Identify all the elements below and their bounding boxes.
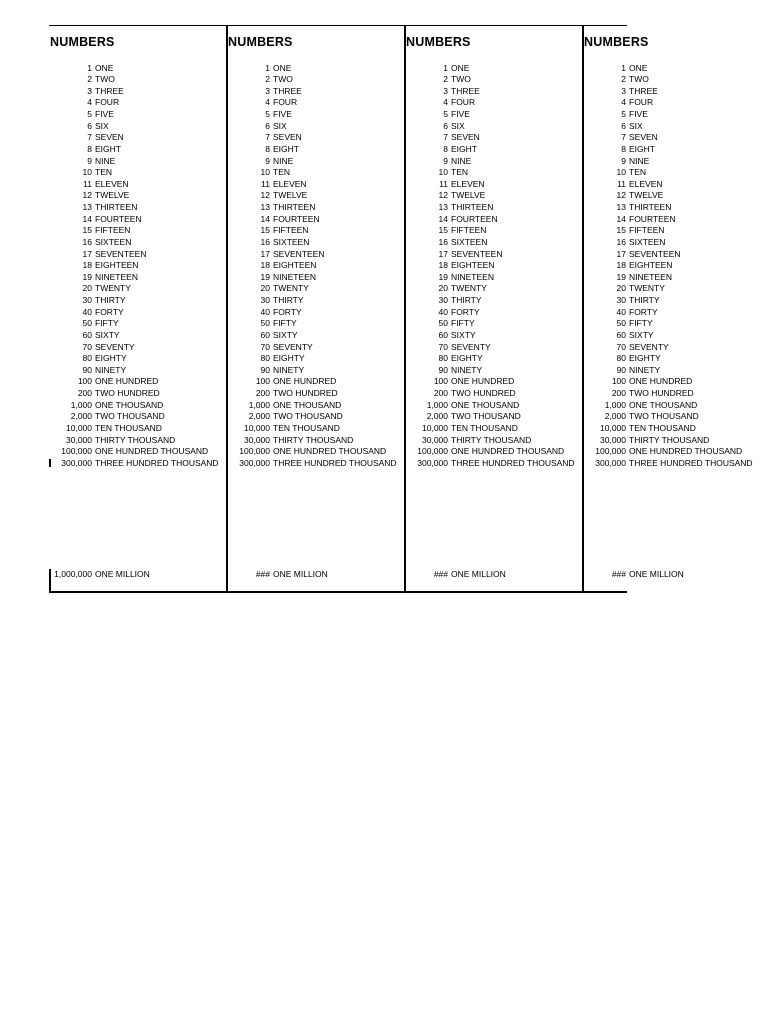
million-word: ONE MILLION (451, 569, 506, 579)
number-word: FIFTY (95, 318, 119, 329)
number-word: FORTY (451, 306, 480, 317)
number-value: 1,000 (248, 399, 270, 410)
number-word: THREE (95, 85, 124, 96)
number-value: 2,000 (604, 411, 626, 422)
number-word: ONE THOUSAND (273, 399, 342, 410)
number-value: 8 (443, 143, 448, 154)
number-value: 30,000 (422, 434, 448, 445)
number-word: ONE HUNDRED THOUSAND (95, 446, 209, 457)
column-title: NUMBERS (50, 35, 115, 49)
number-value: 90 (438, 364, 448, 375)
number-value: 2 (265, 74, 270, 85)
number-value: 1,000 (604, 399, 626, 410)
number-word: EIGHTEEN (273, 260, 317, 271)
number-word: TWO HUNDRED (451, 388, 516, 398)
number-word: TWO THOUSAND (273, 411, 343, 422)
number-value: 12 (260, 190, 270, 201)
number-word: FOUR (629, 97, 654, 108)
number-word: TWELVE (451, 190, 486, 201)
number-word: EIGHTY (95, 353, 127, 364)
number-value: 20 (616, 283, 626, 294)
number-word: FIFTEEN (629, 225, 665, 236)
number-word: TWENTY (95, 283, 131, 294)
number-value: 18 (616, 260, 626, 271)
number-value: 80 (82, 353, 92, 364)
number-value: 8 (265, 143, 270, 154)
number-value: 4 (443, 97, 448, 108)
number-word: FORTY (95, 306, 124, 317)
number-word: FIVE (451, 109, 470, 119)
number-value: 10 (82, 167, 92, 178)
number-word: ONE (95, 62, 114, 73)
number-value: 11 (439, 178, 448, 189)
number-value: 5 (87, 109, 92, 119)
number-word: ONE HUNDRED (451, 376, 515, 387)
number-word: ONE HUNDRED (629, 376, 693, 387)
number-value: 13 (260, 202, 270, 212)
number-word: TWENTY (451, 283, 487, 294)
million-number: ### (255, 569, 270, 579)
number-value: 30 (438, 295, 448, 305)
number-word: SIXTY (451, 329, 476, 340)
number-word: EIGHTY (451, 353, 483, 364)
number-word: ONE THOUSAND (451, 399, 520, 410)
number-word: THIRTY THOUSAND (95, 434, 176, 445)
number-value: 60 (82, 329, 92, 340)
number-word: THIRTY (95, 295, 126, 305)
number-word: FOURTEEN (629, 213, 676, 224)
number-word: NINE (95, 155, 116, 166)
number-word: THREE (451, 85, 480, 96)
number-value: 19 (260, 271, 270, 282)
number-value: 12 (616, 190, 626, 201)
number-value: 8 (621, 143, 626, 154)
number-value: 30 (82, 295, 92, 305)
number-value: 1 (621, 62, 626, 73)
number-value: 5 (443, 109, 448, 119)
number-word: SEVEN (451, 132, 480, 143)
number-value: 17 (260, 248, 270, 259)
number-value: 19 (82, 271, 92, 282)
number-word: ONE HUNDRED THOUSAND (273, 446, 387, 457)
number-value: 100,000 (61, 446, 92, 457)
number-value: 80 (260, 353, 270, 364)
number-value: 6 (621, 120, 626, 131)
number-word: FOURTEEN (451, 213, 498, 224)
number-value: 90 (82, 364, 92, 375)
number-word: SEVENTEEN (629, 248, 681, 259)
number-word: SIX (451, 120, 465, 131)
number-word: TWO THOUSAND (629, 411, 699, 422)
number-word: TWELVE (95, 190, 130, 201)
number-value: 30,000 (66, 434, 92, 445)
number-value: 11 (83, 178, 92, 189)
number-word: FIFTEEN (273, 225, 309, 236)
number-word: THIRTY THOUSAND (273, 434, 354, 445)
number-value: 300,000 (61, 457, 92, 468)
number-value: 100,000 (239, 446, 270, 457)
number-value: 20 (82, 283, 92, 294)
number-word: SEVENTY (95, 341, 135, 352)
number-value: 19 (616, 271, 626, 282)
number-value: 100 (77, 376, 92, 387)
number-value: 200 (77, 388, 92, 398)
numbers-column (405, 25, 583, 593)
number-word: TEN (95, 167, 112, 178)
number-word: TWO HUNDRED (95, 388, 160, 398)
number-word: ONE HUNDRED THOUSAND (629, 446, 743, 457)
number-word: FIVE (273, 109, 292, 119)
number-word: EIGHTEEN (629, 260, 673, 271)
number-value: 16 (260, 236, 270, 247)
number-value: 60 (260, 329, 270, 340)
number-value: 40 (616, 306, 626, 317)
number-word: SEVENTY (629, 341, 669, 352)
number-word: ONE THOUSAND (95, 399, 164, 410)
number-word: SEVENTEEN (451, 248, 503, 259)
number-value: 30 (260, 295, 270, 305)
number-value: 3 (621, 85, 626, 96)
number-word: ONE HUNDRED THOUSAND (451, 446, 565, 457)
number-value: 17 (82, 248, 92, 259)
number-word: NINETEEN (629, 271, 672, 282)
number-value: 4 (87, 97, 92, 108)
number-value: 9 (87, 155, 92, 166)
number-word: FIVE (629, 109, 648, 119)
numbers-column (583, 25, 753, 593)
number-value: 13 (82, 202, 92, 212)
number-word: ELEVEN (629, 178, 663, 189)
numbers-column (227, 25, 405, 593)
number-value: 20 (438, 283, 448, 294)
number-word: ONE HUNDRED (273, 376, 337, 387)
number-value: 18 (82, 260, 92, 271)
million-word: ONE MILLION (95, 569, 150, 579)
number-value: 50 (260, 318, 270, 329)
number-value: 1 (443, 62, 448, 73)
number-word: EIGHT (451, 143, 477, 154)
number-value: 16 (438, 236, 448, 247)
number-value: 2,000 (70, 411, 92, 422)
number-word: NINETEEN (95, 271, 138, 282)
number-value: 11 (617, 178, 626, 189)
number-word: TWO HUNDRED (273, 388, 338, 398)
number-value: 9 (443, 155, 448, 166)
number-word: TEN THOUSAND (451, 422, 518, 433)
number-word: SIXTY (273, 329, 298, 340)
number-value: 16 (616, 236, 626, 247)
number-value: 50 (438, 318, 448, 329)
number-word: NINETEEN (451, 271, 494, 282)
number-value: 300,000 (595, 457, 626, 468)
number-value: 2 (87, 74, 92, 85)
number-value: 4 (265, 97, 270, 108)
number-word: TEN (451, 167, 468, 178)
number-value: 100 (255, 376, 270, 387)
number-value: 1 (265, 62, 270, 73)
number-value: 7 (265, 132, 270, 143)
number-word: THIRTEEN (273, 202, 316, 212)
number-word: SIXTY (629, 329, 654, 340)
number-value: 300,000 (239, 457, 270, 468)
number-value: 17 (438, 248, 448, 259)
number-word: SEVENTY (451, 341, 491, 352)
number-word: TWO (95, 74, 115, 85)
number-value: 9 (621, 155, 626, 166)
number-word: THREE HUNDRED THOUSAND (273, 457, 397, 468)
number-word: THIRTY (451, 295, 482, 305)
number-word: NINETY (629, 364, 661, 375)
number-word: SIXTEEN (629, 236, 666, 247)
number-value: 5 (621, 109, 626, 119)
number-value: 6 (265, 120, 270, 131)
number-value: 40 (438, 306, 448, 317)
number-value: 3 (443, 85, 448, 96)
column-title: NUMBERS (406, 35, 471, 49)
number-word: TWELVE (273, 190, 308, 201)
number-word: SEVEN (273, 132, 302, 143)
number-value: 1,000 (70, 399, 92, 410)
number-value: 10,000 (600, 422, 626, 433)
number-value: 18 (438, 260, 448, 271)
number-value: 15 (82, 225, 92, 236)
number-value: 6 (443, 120, 448, 131)
number-word: NINETY (95, 364, 127, 375)
number-value: 60 (616, 329, 626, 340)
number-word: THREE (629, 85, 658, 96)
number-word: THIRTY (629, 295, 660, 305)
number-value: 90 (616, 364, 626, 375)
number-value: 12 (438, 190, 448, 201)
number-value: 14 (438, 213, 448, 224)
number-value: 10,000 (66, 422, 92, 433)
number-value: 60 (438, 329, 448, 340)
number-value: 90 (260, 364, 270, 375)
number-word: TWENTY (629, 283, 665, 294)
number-value: 15 (438, 225, 448, 236)
number-word: ELEVEN (95, 178, 129, 189)
number-value: 16 (82, 236, 92, 247)
number-word: TWO THOUSAND (451, 411, 521, 422)
number-word: THREE HUNDRED THOUSAND (451, 457, 575, 468)
number-word: FIVE (95, 109, 114, 119)
number-value: 80 (616, 353, 626, 364)
number-word: SIXTEEN (273, 236, 310, 247)
number-value: 100,000 (595, 446, 626, 457)
number-word: TEN THOUSAND (95, 422, 162, 433)
number-word: TEN THOUSAND (273, 422, 340, 433)
number-word: ONE HUNDRED (95, 376, 159, 387)
number-word: FOUR (451, 97, 476, 108)
number-word: EIGHTY (629, 353, 661, 364)
number-word: NINETY (273, 364, 305, 375)
number-value: 50 (82, 318, 92, 329)
number-word: TWELVE (629, 190, 664, 201)
number-word: TEN (629, 167, 646, 178)
number-word: TWO HUNDRED (629, 388, 694, 398)
number-value: 7 (443, 132, 448, 143)
number-word: FORTY (273, 306, 302, 317)
number-word: NINE (451, 155, 472, 166)
number-word: ONE (629, 62, 648, 73)
number-value: 70 (260, 341, 270, 352)
number-word: NINE (629, 155, 650, 166)
number-value: 7 (621, 132, 626, 143)
number-value: 20 (260, 283, 270, 294)
number-value: 40 (260, 306, 270, 317)
number-word: EIGHTEEN (95, 260, 139, 271)
number-word: THIRTEEN (451, 202, 494, 212)
number-value: 10 (616, 167, 626, 178)
number-word: ONE (451, 62, 470, 73)
number-word: TWENTY (273, 283, 309, 294)
number-value: 50 (616, 318, 626, 329)
number-value: 10,000 (422, 422, 448, 433)
number-word: TWO (273, 74, 293, 85)
number-word: EIGHTY (273, 353, 305, 364)
number-value: 13 (438, 202, 448, 212)
million-word: ONE MILLION (629, 569, 684, 579)
number-word: FOURTEEN (95, 213, 142, 224)
number-word: ELEVEN (451, 178, 485, 189)
number-value: 70 (82, 341, 92, 352)
number-value: 80 (438, 353, 448, 364)
number-word: SIXTY (95, 329, 120, 340)
million-number: 1,000,000 (54, 569, 92, 579)
number-value: 200 (255, 388, 270, 398)
number-value: 100 (433, 376, 448, 387)
number-word: SEVEN (95, 132, 124, 143)
number-word: FOURTEEN (273, 213, 320, 224)
column-title: NUMBERS (228, 35, 293, 49)
number-value: 100,000 (417, 446, 448, 457)
number-word: THREE HUNDRED THOUSAND (629, 457, 753, 468)
number-value: 14 (82, 213, 92, 224)
number-value: 10 (260, 167, 270, 178)
number-word: ONE THOUSAND (629, 399, 698, 410)
number-value: 8 (87, 143, 92, 154)
number-value: 2,000 (248, 411, 270, 422)
number-value: 200 (433, 388, 448, 398)
number-value: 19 (438, 271, 448, 282)
number-word: NINE (273, 155, 294, 166)
number-value: 11 (261, 178, 270, 189)
number-word: THIRTEEN (95, 202, 138, 212)
number-word: THIRTY (273, 295, 304, 305)
number-value: 70 (438, 341, 448, 352)
number-word: EIGHTEEN (451, 260, 495, 271)
number-word: THREE HUNDRED THOUSAND (95, 457, 219, 468)
number-value: 300,000 (417, 457, 448, 468)
number-word: FOUR (95, 97, 120, 108)
number-word: SEVENTY (273, 341, 313, 352)
number-word: FIFTEEN (451, 225, 487, 236)
number-word: SEVEN (629, 132, 658, 143)
number-word: FIFTY (273, 318, 297, 329)
number-value: 100 (611, 376, 626, 387)
number-value: 4 (621, 97, 626, 108)
number-word: NINETEEN (273, 271, 316, 282)
number-word: FORTY (629, 306, 658, 317)
number-value: 5 (265, 109, 270, 119)
number-value: 14 (616, 213, 626, 224)
number-value: 14 (260, 213, 270, 224)
number-value: 40 (82, 306, 92, 317)
number-value: 1,000 (426, 399, 448, 410)
number-value: 6 (87, 120, 92, 131)
number-word: THIRTEEN (629, 202, 672, 212)
numbers-column (49, 25, 227, 593)
number-value: 10,000 (244, 422, 270, 433)
number-value: 9 (265, 155, 270, 166)
number-value: 3 (265, 85, 270, 96)
number-word: TWO THOUSAND (95, 411, 165, 422)
number-word: EIGHT (629, 143, 655, 154)
number-word: THIRTY THOUSAND (451, 434, 532, 445)
number-word: EIGHT (95, 143, 121, 154)
number-value: 15 (616, 225, 626, 236)
million-number: ### (611, 569, 626, 579)
number-word: TEN (273, 167, 290, 178)
number-value: 13 (616, 202, 626, 212)
number-word: SIX (95, 120, 109, 131)
number-value: 15 (260, 225, 270, 236)
number-value: 30,000 (600, 434, 626, 445)
number-word: FIFTEEN (95, 225, 131, 236)
number-word: THREE (273, 85, 302, 96)
number-value: 2,000 (426, 411, 448, 422)
million-word: ONE MILLION (273, 569, 328, 579)
number-word: SIX (273, 120, 287, 131)
number-value: 70 (616, 341, 626, 352)
number-value: 17 (616, 248, 626, 259)
number-word: TWO (451, 74, 471, 85)
number-word: SIXTEEN (95, 236, 132, 247)
number-value: 1 (87, 62, 92, 73)
number-word: SIXTEEN (451, 236, 488, 247)
number-word: ONE (273, 62, 292, 73)
number-value: 18 (260, 260, 270, 271)
number-value: 30 (616, 295, 626, 305)
number-value: 7 (87, 132, 92, 143)
number-value: 10 (438, 167, 448, 178)
number-value: 2 (621, 74, 626, 85)
number-value: 30,000 (244, 434, 270, 445)
number-word: EIGHT (273, 143, 299, 154)
number-word: FOUR (273, 97, 298, 108)
number-word: TWO (629, 74, 649, 85)
number-value: 200 (611, 388, 626, 398)
number-word: ELEVEN (273, 178, 307, 189)
number-value: 2 (443, 74, 448, 85)
number-word: FIFTY (451, 318, 475, 329)
number-word: THIRTY THOUSAND (629, 434, 710, 445)
number-word: NINETY (451, 364, 483, 375)
number-value: 12 (82, 190, 92, 201)
number-value: 3 (87, 85, 92, 96)
column-title: NUMBERS (584, 35, 649, 49)
number-word: FIFTY (629, 318, 653, 329)
number-word: SEVENTEEN (95, 248, 147, 259)
million-number: ### (433, 569, 448, 579)
number-word: SIX (629, 120, 643, 131)
number-word: SEVENTEEN (273, 248, 325, 259)
number-word: TEN THOUSAND (629, 422, 696, 433)
